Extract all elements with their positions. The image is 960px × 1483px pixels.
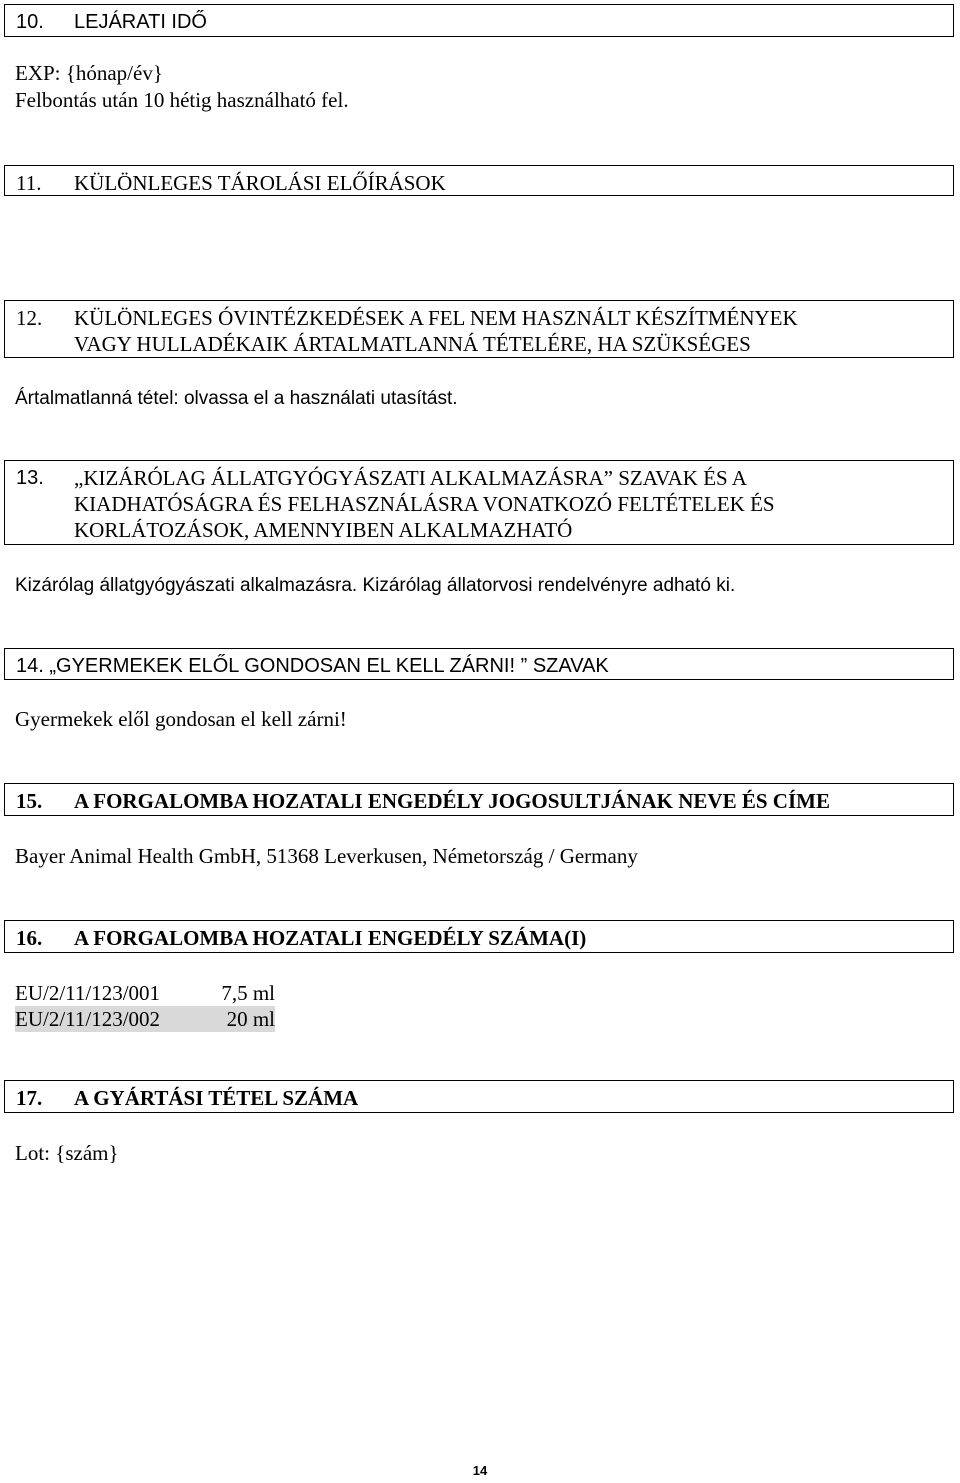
section-title: A FORGALOMBA HOZATALI ENGEDÉLY SZÁMA(I): [74, 926, 587, 950]
section-title: A GYÁRTÁSI TÉTEL SZÁMA: [74, 1086, 359, 1110]
section-title: LEJÁRATI IDŐ: [74, 11, 207, 33]
section-title: 14. „GYERMEKEK ELŐL GONDOSAN EL KELL ZÁRNI! ” SZAVAK: [16, 655, 609, 677]
section-number: 10.: [16, 11, 44, 33]
list-item: [15, 1006, 275, 1032]
page-number: 14: [472, 1463, 488, 1478]
package-size: 20 ml: [226, 1007, 275, 1031]
section-title: A FORGALOMBA HOZATALI ENGEDÉLY JOGOSULTJÁNAK NEVE ÉS CÍME: [74, 789, 830, 813]
section-10-header: [4, 4, 954, 37]
section-14-header: [4, 648, 954, 680]
section-title-line: „KIZÁRÓLAG ÁLLATGYÓGYÁSZATI ALKALMAZÁSRA” SZAVAK ÉS A: [74, 466, 747, 490]
section-number: 11.: [16, 171, 42, 195]
section-12-header: [4, 300, 954, 358]
section-number: 17.: [16, 1086, 43, 1110]
expiry-line: EXP: {hónap/év}: [15, 61, 163, 85]
disposal-text: Ártalmatlanná tétel: olvassa el a használati utasítást.: [15, 388, 458, 409]
section-title-line: VAGY HULLADÉKAIK ÁRTALMATLANNÁ TÉTELÉRE, HA SZÜKSÉGES: [74, 332, 751, 356]
after-opening-line: Felbontás után 10 hétig használható fel.: [15, 88, 349, 112]
section-title-line: KÜLÖNLEGES ÓVINTÉZKEDÉSEK A FEL NEM HASZNÁLT KÉSZÍTMÉNYEK: [74, 306, 798, 330]
section-13-header: [4, 460, 954, 545]
authorisation-number-list: [15, 980, 275, 1032]
authorisation-code: EU/2/11/123/002: [15, 1007, 161, 1031]
section-16-header: [4, 920, 954, 953]
section-title-line: KORLÁTOZÁSOK, AMENNYIBEN ALKALMAZHATÓ: [74, 518, 573, 542]
package-size: 7,5 ml: [221, 981, 275, 1005]
veterinary-use-text: Kizárólag állatgyógyászati alkalmazásra. Kizárólag állatorvosi rendelvényre adható ki.: [15, 575, 736, 596]
list-item: [15, 980, 275, 1006]
keep-out-of-reach-text: Gyermekek elől gondosan el kell zárni!: [15, 707, 347, 731]
section-15-header: [4, 783, 954, 816]
section-number: 16.: [16, 926, 43, 950]
section-number: 12.: [16, 306, 43, 330]
lot-number: Lot: {szám}: [15, 1141, 119, 1165]
section-title: KÜLÖNLEGES TÁROLÁSI ELŐÍRÁSOK: [74, 171, 446, 195]
section-number: 13.: [16, 467, 44, 489]
section-11-header: [4, 165, 954, 196]
section-17-header: [4, 1080, 954, 1113]
section-title-line: KIADHATÓSÁGRA ÉS FELHASZNÁLÁSRA VONATKOZÓ FELTÉTELEK ÉS: [74, 492, 775, 516]
authorisation-code: EU/2/11/123/001: [15, 981, 161, 1005]
section-number: 15.: [16, 789, 43, 813]
marketing-authorisation-holder: Bayer Animal Health GmbH, 51368 Leverkusen, Németország / Germany: [15, 844, 638, 868]
